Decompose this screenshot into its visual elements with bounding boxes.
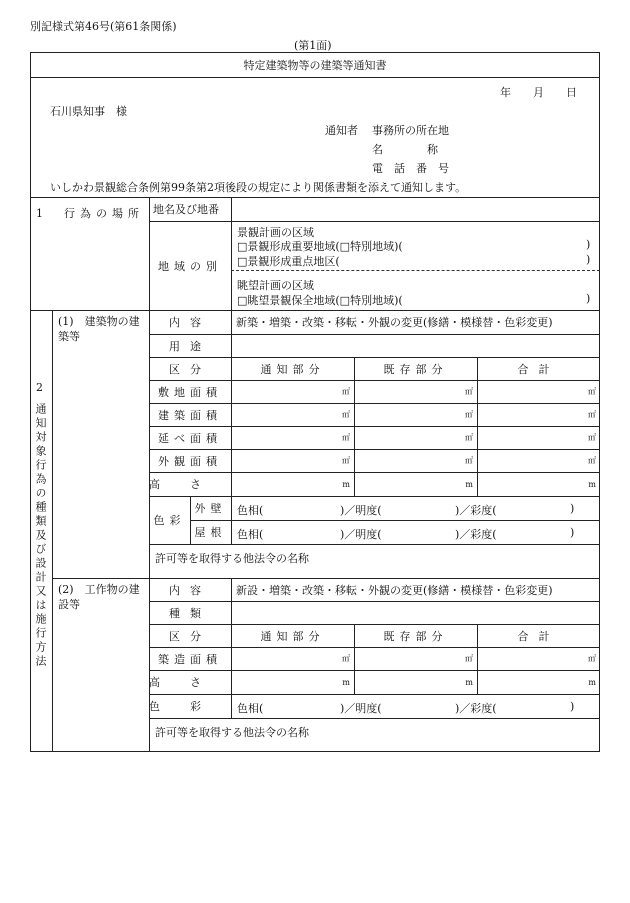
notifier-office: 事務所の所在地 bbox=[372, 124, 449, 137]
structure-shurui-label: 種類 bbox=[169, 606, 211, 620]
unit[interactable]: ㎡ bbox=[588, 387, 596, 396]
color-label: 色彩 bbox=[153, 514, 186, 527]
keikan-option-2[interactable]: □景観形成重点地区( bbox=[237, 255, 340, 268]
unit[interactable]: ㎡ bbox=[588, 410, 596, 419]
col-gokei: 合計 bbox=[517, 629, 560, 643]
section2-label: 通知対象行為の種類及び設計又は施行方法 bbox=[34, 403, 47, 669]
place-label: 地名及び地番 bbox=[153, 203, 219, 216]
col-tsuchi: 通知部分 bbox=[260, 629, 325, 643]
unit[interactable]: ㎡ bbox=[465, 410, 473, 419]
col-tsuchi: 通知部分 bbox=[260, 362, 325, 376]
structure-kubun-label: 区分 bbox=[169, 629, 211, 643]
unit[interactable]: ㎡ bbox=[342, 456, 350, 465]
row-label: 高さ bbox=[149, 478, 231, 491]
addressee: 石川県知事 様 bbox=[50, 105, 127, 118]
unit[interactable]: m bbox=[342, 677, 350, 687]
building-kubun-label: 区分 bbox=[169, 362, 211, 376]
unit[interactable]: m bbox=[465, 677, 473, 687]
value-field[interactable]: )／明度( bbox=[340, 504, 382, 517]
section2-num: 2 bbox=[36, 381, 43, 394]
building-other-law[interactable]: 許可等を取得する他法令の名称 bbox=[155, 552, 309, 565]
hue-field[interactable]: 色相( bbox=[237, 702, 264, 715]
keikan-option-1[interactable]: □景観形成重要地域(□特別地域)( bbox=[237, 240, 403, 253]
building-yoto-label: 用途 bbox=[169, 339, 211, 353]
col-kison: 既存部分 bbox=[383, 362, 448, 376]
unit[interactable]: ㎡ bbox=[342, 654, 350, 663]
hue-field[interactable]: 色相( bbox=[237, 504, 264, 517]
date-line: 年 月 日 bbox=[500, 86, 577, 99]
chobo-option-1[interactable]: □眺望景観保全地域(□特別地域)( bbox=[237, 294, 403, 307]
paren-close: ) bbox=[570, 526, 575, 539]
paren-close: ) bbox=[586, 292, 591, 305]
paren-close: ) bbox=[586, 238, 591, 251]
notifier-name: 名 称 bbox=[372, 143, 438, 156]
chroma-field[interactable]: )／彩度( bbox=[455, 528, 497, 541]
unit[interactable]: ㎡ bbox=[465, 433, 473, 442]
value-field[interactable]: )／明度( bbox=[340, 702, 382, 715]
structure-naiyo-label: 内容 bbox=[169, 583, 211, 597]
unit[interactable]: ㎡ bbox=[465, 654, 473, 663]
unit[interactable]: ㎡ bbox=[465, 387, 473, 396]
color-label: 色彩 bbox=[149, 700, 231, 713]
chroma-field[interactable]: )／彩度( bbox=[455, 504, 497, 517]
notifier-label: 通知者 bbox=[325, 124, 358, 137]
unit[interactable]: ㎡ bbox=[342, 387, 350, 396]
unit[interactable]: ㎡ bbox=[342, 410, 350, 419]
structure-naiyo-value[interactable]: 新設・増築・改築・移転・外観の変更(修繕・模様替・色彩変更) bbox=[236, 583, 553, 597]
paren-close: ) bbox=[586, 253, 591, 266]
unit[interactable]: ㎡ bbox=[588, 456, 596, 465]
paren-close: ) bbox=[570, 502, 575, 515]
unit[interactable]: m bbox=[588, 677, 596, 687]
form-id: 別記様式第46号(第61条関係) bbox=[30, 20, 177, 33]
row-label: 築造面積 bbox=[158, 652, 222, 666]
row-label: 延べ面積 bbox=[158, 431, 222, 445]
section1-label: 1 行為の場所 bbox=[36, 207, 144, 220]
structure-other-law[interactable]: 許可等を取得する他法令の名称 bbox=[155, 726, 309, 739]
form-title: 特定建築物等の建築等通知書 bbox=[243, 58, 387, 72]
building-naiyo-label: 内容 bbox=[169, 316, 211, 329]
chobo-title: 眺望計画の区域 bbox=[237, 279, 314, 292]
row-label: 外観面積 bbox=[158, 454, 222, 468]
col-gokei: 合計 bbox=[517, 362, 560, 376]
unit[interactable]: m bbox=[465, 479, 473, 489]
statement: いしかわ景観総合条例第99条第2項後段の規定により関係書類を添えて通知します。 bbox=[50, 181, 467, 194]
color-roof-label: 屋根 bbox=[194, 526, 227, 539]
page-label: (第1面) bbox=[294, 39, 332, 52]
unit[interactable]: ㎡ bbox=[588, 654, 596, 663]
keikan-title: 景観計画の区域 bbox=[237, 226, 314, 239]
structure-label: (2) 工作物の建設等 bbox=[58, 583, 140, 611]
unit[interactable]: ㎡ bbox=[465, 456, 473, 465]
hue-field[interactable]: 色相( bbox=[237, 528, 264, 541]
col-kison: 既存部分 bbox=[383, 629, 448, 643]
value-field[interactable]: )／明度( bbox=[340, 528, 382, 541]
notifier-phone: 電 話 番 号 bbox=[372, 162, 449, 175]
unit[interactable]: ㎡ bbox=[342, 433, 350, 442]
building-naiyo-value[interactable]: 新築・増築・改築・移転・外観の変更(修繕・模様替・色彩変更) bbox=[236, 316, 553, 329]
row-label: 敷地面積 bbox=[158, 385, 222, 399]
unit[interactable]: m bbox=[342, 479, 350, 489]
area-label: 地域の別 bbox=[158, 259, 222, 273]
unit[interactable]: ㎡ bbox=[588, 433, 596, 442]
color-wall-label: 外壁 bbox=[194, 502, 227, 515]
place-input[interactable] bbox=[232, 197, 598, 221]
row-label: 高さ bbox=[149, 676, 231, 689]
paren-close: ) bbox=[570, 700, 575, 713]
building-label: (1) 建築物の建築等 bbox=[58, 315, 140, 343]
row-label: 建築面積 bbox=[158, 408, 222, 422]
chroma-field[interactable]: )／彩度( bbox=[455, 702, 497, 715]
unit[interactable]: m bbox=[588, 479, 596, 489]
